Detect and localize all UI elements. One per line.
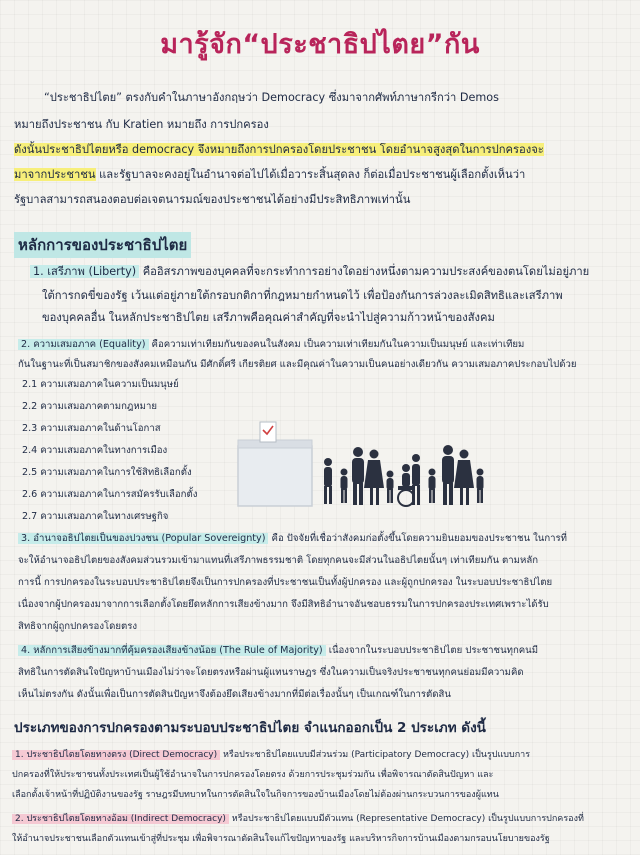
p3-line-1 [18, 530, 567, 549]
t2-label: 2. ประชาธิปไตยโดยทางอ้อม (Indirect Democracy) [12, 814, 229, 824]
p3-line-3: การนี้ การปกครองในระบอบประชาธิปไตยจึงเป็นการปกครองที่ประชาชนเป็นทั้งผู้ปกครอง และผู้ถูกปกครอง ในระบอบประชาธิปไตย [18, 577, 553, 588]
p2-line-2: กันในฐานะที่เป็นสมาชิกของสังคมเหมือนกัน มีศักดิ์ศรี เกียรติยศ และมีคุณค่าในความเป็นคนอย่างเดียวกัน ความเสมอภาคประกอบไปด้วย [18, 359, 577, 370]
t1-text-1: หรือประชาธิปไตยแบบมีส่วนร่วม (Participatory Democracy) เป็นรูปแบบการ [220, 750, 531, 760]
p2-item: 2.2 ความเสมอภาคตามกฎหมาย [22, 401, 158, 412]
page-title: มารู้จัก“ประชาธิปไตย”กัน [160, 29, 480, 60]
t2-line-1 [12, 810, 584, 829]
p2-label: 2. ความเสมอภาค (Equality) [18, 339, 149, 350]
intro-line-5: รัฐบาลสามารถสนองตอบต่อเจตนารมณ์ของประชาชนได้อย่างมีประสิทธิภาพเท่านั้น [14, 193, 411, 206]
intro-line-3 [14, 140, 544, 160]
p1-line-3: ของบุคคลอื่น ในหลักประชาธิปไตย เสรีภาพคือคุณค่าสำคัญที่จะนำไปสู่ความก้าวหน้าของสังคม [42, 311, 495, 324]
p2-item: 2.3 ความเสมอภาคในด้านโอกาส [22, 423, 161, 434]
ballot-box-family-icon [232, 418, 512, 510]
p2-line-1 [18, 336, 524, 355]
p3-label: 3. อำนาจอธิปไตยเป็นของปวงชน (Popular Sovereignty) [18, 533, 268, 544]
t1-line-1 [12, 746, 530, 765]
t2-line-2: ให้อำนาจประชาชนเลือกตัวแทนเข้าสู่ที่ประชุม เพื่อพิจารณาตัดสินใจแก้ไขปัญหาของรัฐ และบริหารกิจการบ้านเมืองตามกรอบนโยบายของรัฐ [12, 834, 550, 844]
intro-line-2: หมายถึงประชาชน กับ Kratien หมายถึง การปกครอง [14, 118, 269, 131]
principles-heading: หลักการของประชาธิปไตย [14, 232, 191, 258]
p3-text-1: คือ ปัจจัยที่เชื่อว่าสังคมก่อตั้งขึ้นโดยความยินยอมของประชาชน ในการที่ [268, 533, 567, 544]
intro-highlight-4: มาจากประชาชน [14, 168, 96, 181]
p2-item: 2.1 ความเสมอภาคในความเป็นมนุษย์ [22, 379, 179, 390]
types-heading: ประเภทของการปกครองตามระบอบประชาธิปไตย จำแนกออกเป็น 2 ประเภท ดังนี้ [14, 720, 486, 736]
p4-line-2: สิทธิในการตัดสินใจปัญหาบ้านเมืองไม่ว่าจะโดยตรงหรือผ่านผู้แทนราษฎร ซึ่งในความเป็นจริงประชาชนทุกคนย่อมมีความคิด [18, 667, 524, 678]
p4-line-1 [18, 642, 538, 661]
t1-line-3: เลือกตั้งเจ้าหน้าที่ปฏิบัติงานของรัฐ ราษฎรมีบทบาทในการตัดสินใจในกิจการของบ้านเมืองโดยไม่ต้องผ่านกระบวนการของผู้แทน [12, 790, 499, 800]
t1-line-2: ปกครองที่ให้ประชาชนทั้งประเทศเป็นผู้ใช้อำนาจในการปกครองโดยตรง ด้วยการประชุมร่วมกัน เพื่อพิจารณาตัดสินปัญหา และ [12, 770, 494, 780]
t2-text-1: หรือประชาธิปไตยแบบมีตัวแทน (Representative Democracy) เป็นรูปแบบการปกครองที่ [228, 814, 584, 824]
t1-label: 1. ประชาธิปไตยโดยทางตรง (Direct Democracy) [12, 750, 220, 760]
p4-text-1: เนื่องจากในระบอบประชาธิปไตย ประชาชนทุกคนมี [325, 645, 539, 656]
intro-line-1: “ประชาธิปไตย” ตรงกับคำในภาษาอังกฤษว่า Democracy ซึ่งมาจากศัพท์ภาษากรีกว่า Demos [44, 91, 499, 104]
p4-label: 4. หลักการเสียงข้างมากที่คุ้มครองเสียงข้างน้อย (The Rule of Majority) [18, 645, 326, 656]
p3-line-2: จะให้อำนาจอธิปไตยของสังคมส่วนรวมเข้ามาแทนที่เสรีภาพธรรมชาติ โดยทุกคนจะมีส่วนในอธิปไตยนั้นๆ เท่าเทียมกัน ตามหลัก [18, 555, 539, 566]
intro-highlight-3: ดังนั้นประชาธิปไตยหรือ democracy จึงหมายถึงการปกครองโดยประชาชน โดยอำนาจสูงสุดในการปกครองจะ [14, 143, 544, 156]
p1-text-1: คืออิสรภาพของบุคคลที่จะกระทำการอย่างใดอย่างหนึ่งตามความประสงค์ของตนโดยไม่อยู่ภาย [139, 265, 590, 278]
p2-item: 2.4 ความเสมอภาคในทางการเมือง [22, 445, 168, 456]
p2-text-1: คือความเท่าเทียมกันของคนในสังคม เป็นความเท่าเทียมกันในความเป็นมนุษย์ และเท่าเทียม [148, 339, 525, 350]
p1-line-1 [30, 262, 589, 282]
p4-line-3: เห็นไม่ตรงกัน ดังนั้นเพื่อเป็นการตัดสินปัญหาจึงต้องยึดเสียงข้างมากที่มีต่อเรื่องนั้นๆ เป็นเกณฑ์ในการตัดสิน [18, 689, 451, 700]
p3-line-4: เนื่องจากผู้ปกครองมาจากการเลือกตั้งโดยยึดหลักการเสียงข้างมาก จึงมีสิทธิอำนาจอันชอบธรรมในการปกครองประเทศเพราะได้รับ [18, 599, 549, 610]
p2-item: 2.6 ความเสมอภาคในการสมัครรับเลือกตั้ง [22, 489, 198, 500]
p3-line-5: สิทธิจากผู้ถูกปกครองโดยตรง [18, 621, 138, 632]
p1-label: 1. เสรีภาพ (Liberty) [30, 265, 139, 278]
p2-item: 2.7 ความเสมอภาคในทางเศรษฐกิจ [22, 511, 169, 522]
intro-line-4-rest: และรัฐบาลจะคงอยู่ในอำนาจต่อไปได้เมื่อวาระสิ้นสุดลง ก็ต่อเมื่อประชาชนผู้เลือกตั้งเห็นว่า [95, 168, 526, 181]
p1-line-2: ใต้การกดขี่ของรัฐ เว้นแต่อยู่ภายใต้กรอบกติกาที่กฎหมายกำหนดไว้ เพื่อป้องกันการล่วงละเมิดสิทธิและเสรีภาพ [42, 289, 563, 302]
intro-line-4 [14, 165, 525, 185]
p2-item: 2.5 ความเสมอภาคในการใช้สิทธิเลือกตั้ง [22, 467, 192, 478]
